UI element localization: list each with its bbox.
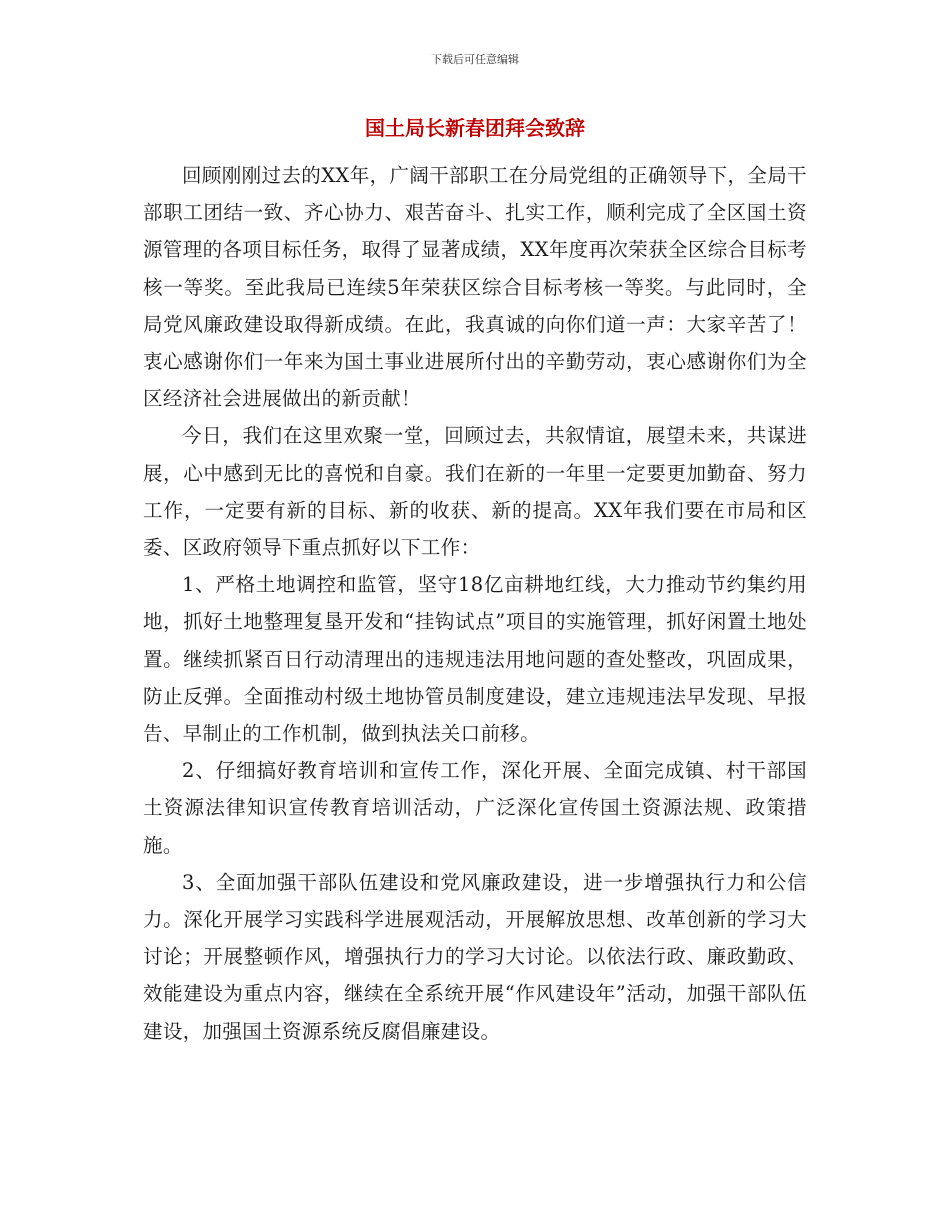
paragraph-task-3: 3、全面加强干部队伍建设和党风廉政建设，进一步增强执行力和公信力。深化开展学习实践科学进展观活动，开展解放思想、改革创新的学习大讨论；开展整顿作风，增强执行力的学习大讨论。以依法行政、廉政勤政、效能建设为重点内容，继续在全系统开展“作风建设年”活动，加强干部队伍建设，加强国土资源系统反腐倡廉建设。 [143,870,807,1043]
paragraph-gathering: 今日，我们在这里欢聚一堂，回顾过去，共叙情谊，展望未来，共谋进展，心中感到无比的喜悦和自豪。我们在新的一年里一定要更加勤奋、努力工作，一定要有新的目标、新的收获、新的提高。XX年我们要在市局和区委、区政府领导下重点抓好以下工作： [143,424,807,560]
paragraph-task-1: 1、严格土地调控和监管，坚守18亿亩耕地红线，大力推动节约集约用地，抓好土地整理复垦开发和“挂钩试点”项目的实施管理，抓好闲置土地处置。继续抓紧百日行动清理出的违规违法用地问题的查处整改，巩固成果，防止反弹。全面推动村级土地协管员制度建设，建立违规违法早发现、早报告、早制止的工作机制，做到执法关口前移。 [143,573,807,746]
paragraph-task-2: 2、仔细搞好教育培训和宣传工作，深化开展、全面完成镇、村干部国土资源法律知识宣传教育培训活动，广泛深化宣传国土资源法规、政策措施。 [143,759,807,857]
document-body [143,157,807,1050]
page-header: 下载后可任意编辑 [431,53,519,66]
document-title: 国土局长新春团拜会致辞 [365,116,585,140]
paragraph-review: 回顾刚刚过去的XX年，广阔干部职工在分局党组的正确领导下，全局干部职工团结一致、齐心协力、艰苦奋斗、扎实工作，顺利完成了全区国土资源管理的各项目标任务，取得了显著成绩，XX年度再次荣获全区综合目标考核一等奖。至此我局已连续5年荣获区综合目标考核一等奖。与此同时，全局党风廉政建设取得新成绩。在此，我真诚的向你们道一声：大家辛苦了！衷心感谢你们一年来为国土事业进展所付出的辛勤劳动，衷心感谢你们为全区经济社会进展做出的新贡献！ [143,164,807,411]
